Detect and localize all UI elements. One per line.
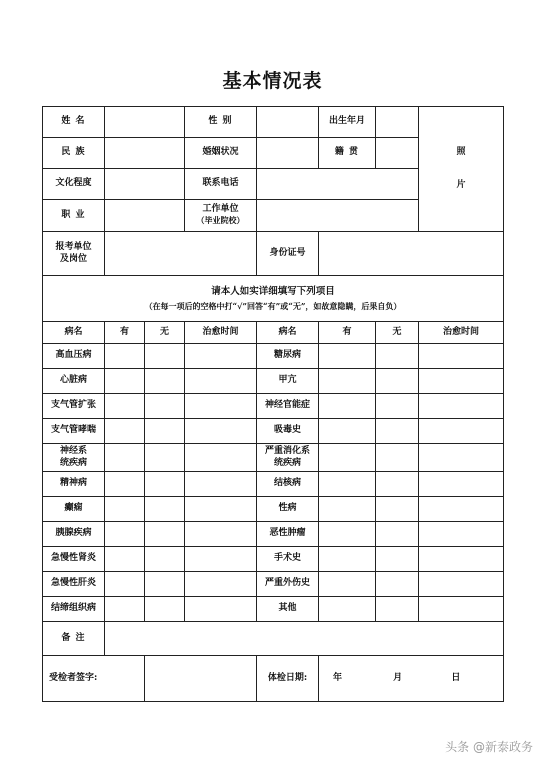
header-disease-left: 病名 bbox=[43, 322, 105, 344]
no-cell[interactable] bbox=[145, 444, 185, 472]
cured-time-cell[interactable] bbox=[419, 522, 504, 547]
no-cell[interactable] bbox=[145, 572, 185, 597]
exam-date-label: 体检日期: bbox=[257, 656, 319, 702]
phone-value[interactable] bbox=[257, 169, 419, 200]
no-cell[interactable] bbox=[376, 419, 419, 444]
cured-time-cell[interactable] bbox=[419, 344, 504, 369]
no-cell[interactable] bbox=[376, 497, 419, 522]
no-cell[interactable] bbox=[376, 472, 419, 497]
signature-label: 受检者签字: bbox=[43, 656, 145, 702]
no-cell[interactable] bbox=[145, 472, 185, 497]
workplace-label bbox=[185, 200, 257, 232]
gender-value[interactable] bbox=[257, 107, 319, 138]
day-label: 日 bbox=[451, 672, 461, 683]
cured-time-cell[interactable] bbox=[419, 597, 504, 622]
header-disease-right: 病名 bbox=[257, 322, 319, 344]
name-label: 姓 名 bbox=[43, 107, 105, 138]
disease-label: 神经官能症 bbox=[257, 394, 319, 419]
workplace-value[interactable] bbox=[257, 200, 419, 232]
header-no-left: 无 bbox=[145, 322, 185, 344]
cured-time-cell[interactable] bbox=[185, 419, 257, 444]
yes-cell[interactable] bbox=[319, 572, 376, 597]
cured-time-cell[interactable] bbox=[185, 547, 257, 572]
cured-time-cell[interactable] bbox=[185, 444, 257, 472]
disease-label: 急慢性肝炎 bbox=[43, 572, 105, 597]
disease-label: 恶性肿瘤 bbox=[257, 522, 319, 547]
disease-row bbox=[43, 369, 504, 394]
disease-label: 吸毒史 bbox=[257, 419, 319, 444]
ethnicity-label: 民 族 bbox=[43, 138, 105, 169]
no-cell[interactable] bbox=[376, 369, 419, 394]
cured-time-cell[interactable] bbox=[419, 419, 504, 444]
disease-label: 支气管扩张 bbox=[43, 394, 105, 419]
marital-status-value[interactable] bbox=[257, 138, 319, 169]
yes-cell[interactable] bbox=[319, 472, 376, 497]
no-cell[interactable] bbox=[145, 344, 185, 369]
yes-cell[interactable] bbox=[105, 369, 145, 394]
disease-label: 糖尿病 bbox=[257, 344, 319, 369]
cured-time-cell[interactable] bbox=[185, 497, 257, 522]
cured-time-cell[interactable] bbox=[185, 394, 257, 419]
disease-label: 严重外伤史 bbox=[257, 572, 319, 597]
birth-label: 出生年月 bbox=[319, 107, 376, 138]
cured-time-cell[interactable] bbox=[185, 522, 257, 547]
header-cured-time-left: 治愈时间 bbox=[185, 322, 257, 344]
yes-cell[interactable] bbox=[319, 522, 376, 547]
cured-time-cell[interactable] bbox=[419, 394, 504, 419]
occupation-label: 职 业 bbox=[43, 200, 105, 232]
yes-cell[interactable] bbox=[105, 472, 145, 497]
disease-label: 支气管哮喘 bbox=[43, 419, 105, 444]
exam-date-value[interactable] bbox=[319, 656, 504, 702]
education-value[interactable] bbox=[105, 169, 185, 200]
native-place-label: 籍 贯 bbox=[319, 138, 376, 169]
applied-unit-label bbox=[43, 232, 105, 276]
id-number-label: 身份证号 bbox=[257, 232, 319, 276]
applied-unit-label-line2: 及岗位 bbox=[59, 253, 87, 264]
applied-unit-label-line1: 报考单位 bbox=[55, 242, 92, 253]
no-cell[interactable] bbox=[145, 394, 185, 419]
education-label: 文化程度 bbox=[43, 169, 105, 200]
yes-cell[interactable] bbox=[319, 444, 376, 472]
year-label: 年 bbox=[333, 672, 343, 683]
id-number-value[interactable] bbox=[319, 232, 504, 276]
yes-cell[interactable] bbox=[319, 419, 376, 444]
no-cell[interactable] bbox=[376, 597, 419, 622]
yes-cell[interactable] bbox=[105, 597, 145, 622]
page-title: 基本情况表 bbox=[222, 70, 323, 92]
no-cell[interactable] bbox=[145, 522, 185, 547]
header-yes-right: 有 bbox=[319, 322, 376, 344]
header-yes-left: 有 bbox=[105, 322, 145, 344]
month-label: 月 bbox=[393, 672, 403, 683]
cured-time-cell[interactable] bbox=[185, 472, 257, 497]
yes-cell[interactable] bbox=[319, 369, 376, 394]
gender-label: 性 别 bbox=[185, 107, 257, 138]
disease-row bbox=[43, 497, 504, 522]
yes-cell[interactable] bbox=[105, 444, 145, 472]
no-cell[interactable] bbox=[376, 444, 419, 472]
header-cured-time-right: 治愈时间 bbox=[419, 322, 504, 344]
cured-time-cell[interactable] bbox=[185, 572, 257, 597]
name-value[interactable] bbox=[105, 107, 185, 138]
notice-sub: （在每一项后的空格中打“√”回答“有”或“无”，如故意隐瞒，后果自负） bbox=[144, 300, 402, 311]
yes-cell[interactable] bbox=[105, 419, 145, 444]
cured-time-cell[interactable] bbox=[419, 547, 504, 572]
no-cell[interactable] bbox=[376, 522, 419, 547]
disease-row bbox=[43, 444, 504, 472]
yes-cell[interactable] bbox=[105, 344, 145, 369]
yes-cell[interactable] bbox=[319, 597, 376, 622]
birth-value[interactable] bbox=[376, 107, 419, 138]
no-cell[interactable] bbox=[145, 419, 185, 444]
disease-row bbox=[43, 547, 504, 572]
disease-label: 癫痫 bbox=[43, 497, 105, 522]
no-cell[interactable] bbox=[145, 497, 185, 522]
yes-cell[interactable] bbox=[105, 394, 145, 419]
yes-cell[interactable] bbox=[319, 497, 376, 522]
header-no-right: 无 bbox=[376, 322, 419, 344]
notice-box bbox=[43, 276, 504, 322]
occupation-value[interactable] bbox=[105, 200, 185, 232]
no-cell[interactable] bbox=[145, 597, 185, 622]
disease-label: 手术史 bbox=[257, 547, 319, 572]
yes-cell[interactable] bbox=[105, 497, 145, 522]
disease-label: 心脏病 bbox=[43, 369, 105, 394]
workplace-label-line2: （毕业院校） bbox=[196, 215, 245, 225]
marital-status-label: 婚姻状况 bbox=[185, 138, 257, 169]
disease-label: 胰腺疾病 bbox=[43, 522, 105, 547]
no-cell[interactable] bbox=[145, 547, 185, 572]
disease-row bbox=[43, 419, 504, 444]
no-cell[interactable] bbox=[376, 572, 419, 597]
disease-row bbox=[43, 394, 504, 419]
disease-label: 急慢性肾炎 bbox=[43, 547, 105, 572]
no-cell[interactable] bbox=[145, 369, 185, 394]
remarks-label: 备 注 bbox=[43, 622, 105, 656]
ethnicity-value[interactable] bbox=[105, 138, 185, 169]
cured-time-cell[interactable] bbox=[419, 369, 504, 394]
no-cell[interactable] bbox=[376, 547, 419, 572]
disease-row bbox=[43, 344, 504, 369]
cured-time-cell[interactable] bbox=[419, 444, 504, 472]
disease-row bbox=[43, 522, 504, 547]
disease-row bbox=[43, 597, 504, 622]
applied-unit-value[interactable] bbox=[105, 232, 257, 276]
cured-time-cell[interactable] bbox=[419, 497, 504, 522]
photo-box[interactable]: 照 片 bbox=[419, 107, 504, 232]
remarks-value[interactable] bbox=[105, 622, 504, 656]
disease-label: 高血压病 bbox=[43, 344, 105, 369]
disease-label: 其他 bbox=[257, 597, 319, 622]
yes-cell[interactable] bbox=[319, 394, 376, 419]
cured-time-cell[interactable] bbox=[185, 597, 257, 622]
no-cell[interactable] bbox=[376, 344, 419, 369]
disease-label: 神经系 统疾病 bbox=[43, 444, 105, 472]
yes-cell[interactable] bbox=[319, 547, 376, 572]
disease-label: 甲亢 bbox=[257, 369, 319, 394]
yes-cell[interactable] bbox=[105, 547, 145, 572]
disease-label: 结核病 bbox=[257, 472, 319, 497]
disease-label: 结缔组织病 bbox=[43, 597, 105, 622]
yes-cell[interactable] bbox=[105, 572, 145, 597]
yes-cell[interactable] bbox=[319, 344, 376, 369]
native-place-value[interactable] bbox=[376, 138, 419, 169]
disease-label: 性病 bbox=[257, 497, 319, 522]
disease-label: 严重消化系 统疾病 bbox=[257, 444, 319, 472]
disease-row bbox=[43, 472, 504, 497]
disease-row bbox=[43, 572, 504, 597]
notice-main: 请本人如实详细填写下列项目 bbox=[211, 286, 335, 298]
cured-time-cell[interactable] bbox=[419, 572, 504, 597]
cured-time-cell[interactable] bbox=[419, 472, 504, 497]
cured-time-cell[interactable] bbox=[185, 369, 257, 394]
workplace-label-line1: 工作单位 bbox=[202, 203, 239, 214]
phone-label: 联系电话 bbox=[185, 169, 257, 200]
disease-label: 精神病 bbox=[43, 472, 105, 497]
yes-cell[interactable] bbox=[105, 522, 145, 547]
basic-info-table bbox=[42, 106, 504, 702]
no-cell[interactable] bbox=[376, 394, 419, 419]
watermark: 头条 @新泰政务 bbox=[445, 740, 533, 754]
cured-time-cell[interactable] bbox=[185, 344, 257, 369]
signature-value[interactable] bbox=[145, 656, 257, 702]
